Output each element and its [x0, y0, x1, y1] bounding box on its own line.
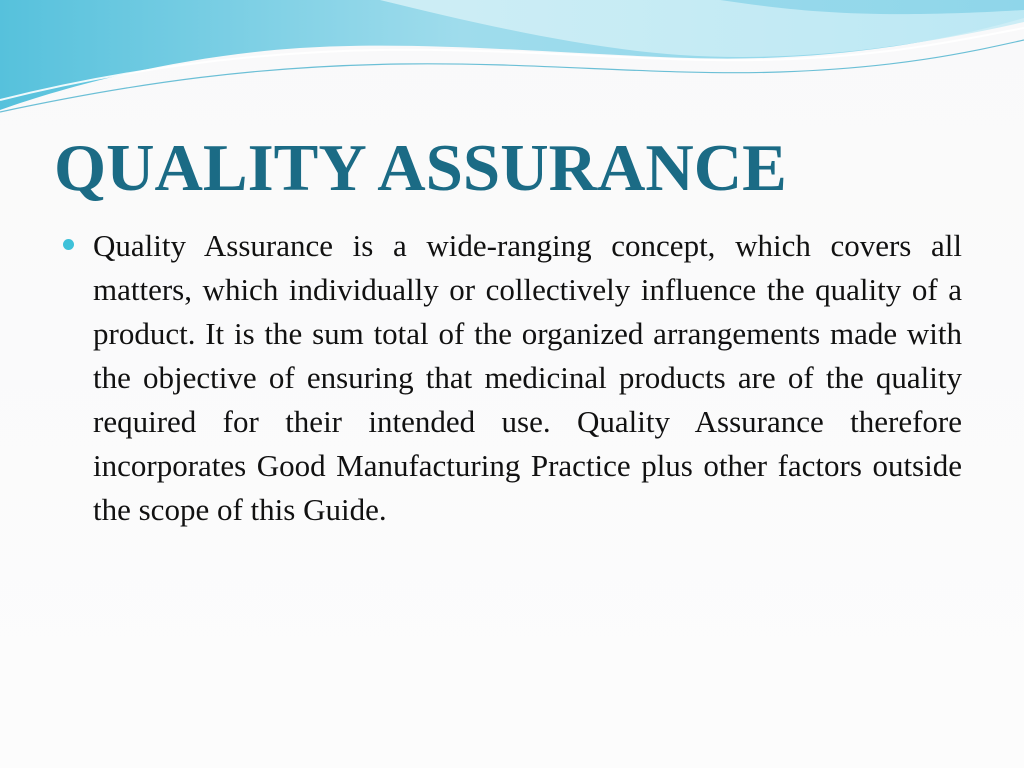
- bullet-dot-icon: [63, 239, 74, 250]
- bullet-text: Quality Assurance is a wide-ranging concept, which covers all matters, which individually or collectively influence the quality of a product. It is the sum total of the organized arrangements made with the objective of ensuring that medicinal products are of the quality required for their intended use. Quality Assurance therefore incorporates Good Manufacturing Practice plus other factors outside the scope of this Guide.: [93, 228, 962, 527]
- slide-title: QUALITY ASSURANCE: [54, 131, 787, 205]
- bullet-item: [62, 224, 962, 532]
- slide-content: [62, 224, 962, 532]
- header-wave-decoration: [0, 0, 1024, 130]
